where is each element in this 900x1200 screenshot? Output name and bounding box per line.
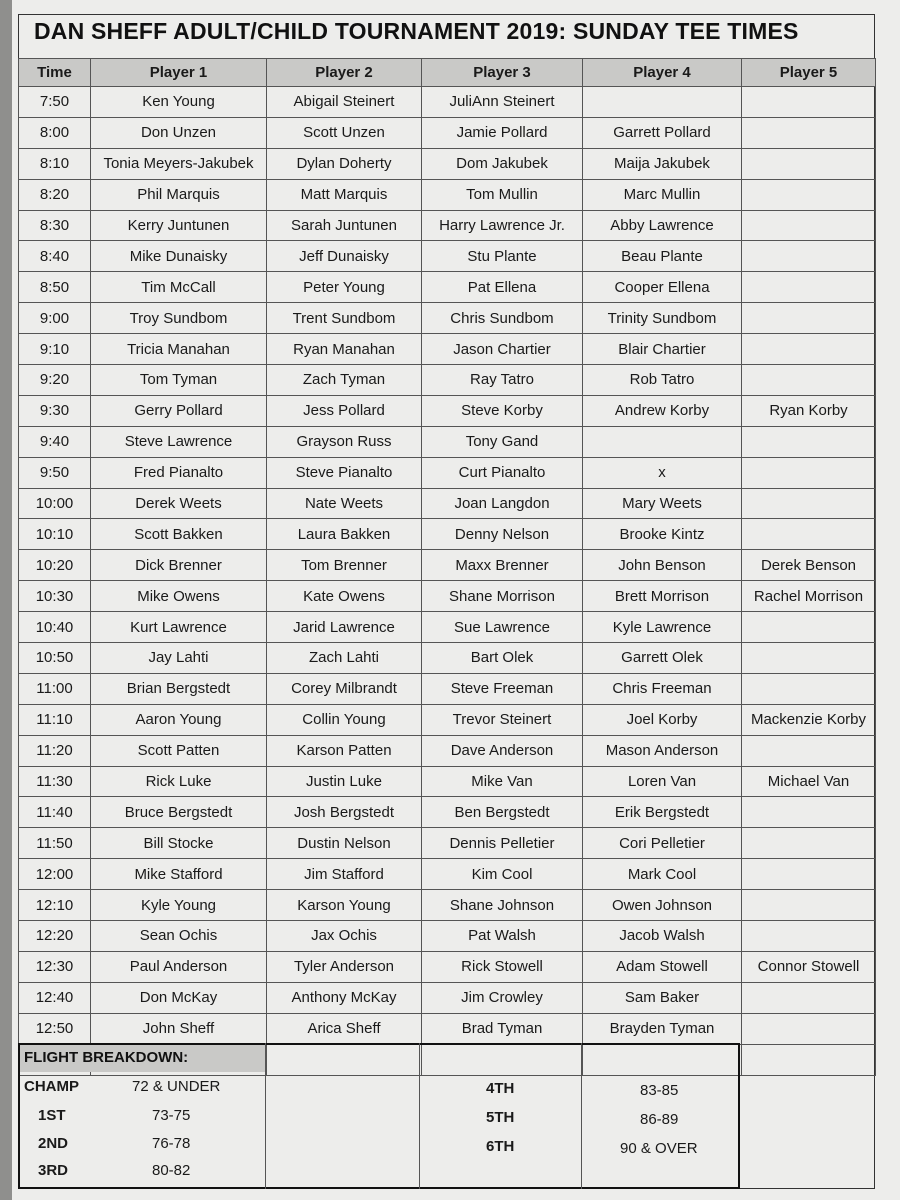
cell-time: 12:10 xyxy=(19,890,91,921)
table-row xyxy=(19,395,876,426)
cell-player-2: Collin Young xyxy=(267,704,422,735)
table-row xyxy=(19,241,876,272)
cell-player-2: Josh Bergstedt xyxy=(267,797,422,828)
table-row xyxy=(19,859,876,890)
table-row xyxy=(19,890,876,921)
cell-player-3: Bart Olek xyxy=(422,643,583,674)
cell-player-1: Don McKay xyxy=(91,982,267,1013)
cell-player-4: Garrett Olek xyxy=(583,643,742,674)
cell-player-1: Mike Stafford xyxy=(91,859,267,890)
cell-player-1: Gerry Pollard xyxy=(91,395,267,426)
header-player-5: Player 5 xyxy=(742,59,876,87)
cell-player-4: Jacob Walsh xyxy=(583,921,742,952)
cell-time: 10:10 xyxy=(19,519,91,550)
cell-player-3: Tony Gand xyxy=(422,426,583,457)
cell-player-2: Kate Owens xyxy=(267,581,422,612)
table-row xyxy=(19,519,876,550)
cell-time: 7:50 xyxy=(19,87,91,118)
cell-player-2: Zach Tyman xyxy=(267,365,422,396)
cell-player-3: Jim Crowley xyxy=(422,982,583,1013)
cell-player-5 xyxy=(742,828,876,859)
cell-time: 10:30 xyxy=(19,581,91,612)
table-header-row xyxy=(19,59,876,87)
table-row xyxy=(19,704,876,735)
cell-player-5 xyxy=(742,210,876,241)
cell-player-4: Brett Morrison xyxy=(583,581,742,612)
cell-player-5 xyxy=(742,87,876,118)
cell-time: 9:00 xyxy=(19,303,91,334)
table-row xyxy=(19,797,876,828)
flight-name: 1ST xyxy=(38,1107,66,1124)
cell-player-1: Troy Sundbom xyxy=(91,303,267,334)
table-row xyxy=(19,210,876,241)
cell-time: 9:30 xyxy=(19,395,91,426)
cell-player-4: Beau Plante xyxy=(583,241,742,272)
cell-time: 10:40 xyxy=(19,612,91,643)
cell-player-3: Shane Johnson xyxy=(422,890,583,921)
cell-time: 9:10 xyxy=(19,334,91,365)
cell-player-2: Sarah Juntunen xyxy=(267,210,422,241)
flight-range: 73-75 xyxy=(152,1107,191,1124)
cell-player-5 xyxy=(742,612,876,643)
cell-player-3: Jason Chartier xyxy=(422,334,583,365)
cell-player-3: Denny Nelson xyxy=(422,519,583,550)
cell-player-5 xyxy=(742,148,876,179)
table-row xyxy=(19,488,876,519)
cell-player-2: Matt Marquis xyxy=(267,179,422,210)
table-row xyxy=(19,148,876,179)
cell-player-5 xyxy=(742,735,876,766)
cell-player-2: Grayson Russ xyxy=(267,426,422,457)
cell-player-5 xyxy=(742,334,876,365)
cell-player-4: Erik Bergstedt xyxy=(583,797,742,828)
header-player-2: Player 2 xyxy=(267,59,422,87)
flight-name: CHAMP xyxy=(24,1078,79,1095)
cell-player-2: Justin Luke xyxy=(267,766,422,797)
cell-player-4: Mark Cool xyxy=(583,859,742,890)
cell-player-5 xyxy=(742,457,876,488)
flight-name: 2ND xyxy=(38,1135,69,1152)
flight-name: 3RD xyxy=(38,1162,69,1179)
cell-player-5 xyxy=(742,303,876,334)
cell-player-2: Tyler Anderson xyxy=(267,951,422,982)
cell-player-3: Trevor Steinert xyxy=(422,704,583,735)
cell-player-3: Ray Tatro xyxy=(422,365,583,396)
cell-player-1: Don Unzen xyxy=(91,117,267,148)
cell-time: 11:30 xyxy=(19,766,91,797)
cell-player-5 xyxy=(742,272,876,303)
cell-player-1: Derek Weets xyxy=(91,488,267,519)
cell-player-4: Rob Tatro xyxy=(583,365,742,396)
table-row xyxy=(19,828,876,859)
cell-player-2: Tom Brenner xyxy=(267,550,422,581)
cell-player-1: Rick Luke xyxy=(91,766,267,797)
cell-player-3: Maxx Brenner xyxy=(422,550,583,581)
header-player-3: Player 3 xyxy=(422,59,583,87)
table-row xyxy=(19,766,876,797)
cell-player-3: Tom Mullin xyxy=(422,179,583,210)
cell-player-5: Ryan Korby xyxy=(742,395,876,426)
cell-player-2: Dylan Doherty xyxy=(267,148,422,179)
cell-player-2: Abigail Steinert xyxy=(267,87,422,118)
cell-player-4: Owen Johnson xyxy=(583,890,742,921)
cell-player-4: John Benson xyxy=(583,550,742,581)
cell-time: 8:50 xyxy=(19,272,91,303)
tee-times-body xyxy=(19,87,876,1076)
flight-breakdown-title: FLIGHT BREAKDOWN: xyxy=(24,1049,189,1066)
cell-player-3: Dennis Pelletier xyxy=(422,828,583,859)
cell-player-1: Phil Marquis xyxy=(91,179,267,210)
table-row xyxy=(19,179,876,210)
cell-player-5 xyxy=(742,426,876,457)
table-row xyxy=(19,982,876,1013)
cell-player-3: Pat Walsh xyxy=(422,921,583,952)
cell-time: 8:00 xyxy=(19,117,91,148)
cell-player-1: Steve Lawrence xyxy=(91,426,267,457)
cell-player-5 xyxy=(742,1044,876,1075)
cell-player-3: Harry Lawrence Jr. xyxy=(422,210,583,241)
cell-time: 8:10 xyxy=(19,148,91,179)
header-time: Time xyxy=(19,59,91,87)
cell-player-3: Stu Plante xyxy=(422,241,583,272)
flight-name: 4TH xyxy=(486,1080,515,1097)
cell-player-1: Tim McCall xyxy=(91,272,267,303)
cell-player-2: Peter Young xyxy=(267,272,422,303)
cell-time: 12:00 xyxy=(19,859,91,890)
cell-player-4: Mason Anderson xyxy=(583,735,742,766)
cell-player-3: Dom Jakubek xyxy=(422,148,583,179)
flight-range: 83-85 xyxy=(640,1082,679,1099)
flight-range: 86-89 xyxy=(640,1111,679,1128)
cell-player-1: Jay Lahti xyxy=(91,643,267,674)
table-row xyxy=(19,117,876,148)
table-row xyxy=(19,303,876,334)
table-row xyxy=(19,921,876,952)
cell-player-4: Kyle Lawrence xyxy=(583,612,742,643)
flight-divider xyxy=(581,1043,582,1189)
cell-player-2: Scott Unzen xyxy=(267,117,422,148)
cell-player-4: x xyxy=(583,457,742,488)
cell-player-1: Mike Owens xyxy=(91,581,267,612)
cell-player-3: Sue Lawrence xyxy=(422,612,583,643)
cell-time: 12:40 xyxy=(19,982,91,1013)
cell-player-3: Steve Freeman xyxy=(422,673,583,704)
cell-time: 10:20 xyxy=(19,550,91,581)
cell-player-1: Brian Bergstedt xyxy=(91,673,267,704)
cell-player-1: Scott Patten xyxy=(91,735,267,766)
cell-player-3: Mike Van xyxy=(422,766,583,797)
cell-player-3: Dave Anderson xyxy=(422,735,583,766)
table-row xyxy=(19,735,876,766)
cell-player-5 xyxy=(742,488,876,519)
table-row xyxy=(19,426,876,457)
cell-player-2: Laura Bakken xyxy=(267,519,422,550)
cell-player-4: Marc Mullin xyxy=(583,179,742,210)
cell-player-2: Nate Weets xyxy=(267,488,422,519)
cell-player-2: Anthony McKay xyxy=(267,982,422,1013)
cell-player-5 xyxy=(742,921,876,952)
cell-player-5: Michael Van xyxy=(742,766,876,797)
table-row xyxy=(19,1013,876,1044)
cell-player-3: Pat Ellena xyxy=(422,272,583,303)
cell-player-4: Cori Pelletier xyxy=(583,828,742,859)
cell-player-1: Scott Bakken xyxy=(91,519,267,550)
cell-player-3: Brad Tyman xyxy=(422,1013,583,1044)
cell-player-2: Corey Milbrandt xyxy=(267,673,422,704)
cell-player-1: Sean Ochis xyxy=(91,921,267,952)
cell-player-1: Aaron Young xyxy=(91,704,267,735)
cell-player-2: Steve Pianalto xyxy=(267,457,422,488)
cell-player-1: Ken Young xyxy=(91,87,267,118)
cell-player-2: Trent Sundbom xyxy=(267,303,422,334)
cell-player-4: Blair Chartier xyxy=(583,334,742,365)
cell-player-2: Zach Lahti xyxy=(267,643,422,674)
cell-player-4: Chris Freeman xyxy=(583,673,742,704)
cell-player-4: Brooke Kintz xyxy=(583,519,742,550)
cell-player-2: Karson Patten xyxy=(267,735,422,766)
cell-player-5 xyxy=(742,859,876,890)
cell-time: 12:50 xyxy=(19,1013,91,1044)
cell-player-1: John Sheff xyxy=(91,1013,267,1044)
cell-player-3: Steve Korby xyxy=(422,395,583,426)
header-player-1: Player 1 xyxy=(91,59,267,87)
tee-times-table xyxy=(18,58,876,1076)
cell-player-1: Fred Pianalto xyxy=(91,457,267,488)
cell-player-5 xyxy=(742,1013,876,1044)
cell-player-2: Jarid Lawrence xyxy=(267,612,422,643)
cell-player-4: Sam Baker xyxy=(583,982,742,1013)
cell-time: 8:30 xyxy=(19,210,91,241)
table-row xyxy=(19,272,876,303)
cell-player-1: Kerry Juntunen xyxy=(91,210,267,241)
cell-player-4: Maija Jakubek xyxy=(583,148,742,179)
cell-player-5 xyxy=(742,797,876,828)
flight-range: 90 & OVER xyxy=(620,1140,698,1157)
header-player-4: Player 4 xyxy=(583,59,742,87)
cell-player-4: Loren Van xyxy=(583,766,742,797)
cell-player-1: Bruce Bergstedt xyxy=(91,797,267,828)
cell-player-5: Mackenzie Korby xyxy=(742,704,876,735)
cell-player-5 xyxy=(742,117,876,148)
cell-player-2: Jim Stafford xyxy=(267,859,422,890)
cell-player-3: Chris Sundbom xyxy=(422,303,583,334)
cell-time: 10:50 xyxy=(19,643,91,674)
cell-time: 11:40 xyxy=(19,797,91,828)
flight-range: 72 & UNDER xyxy=(132,1078,221,1095)
cell-time: 9:20 xyxy=(19,365,91,396)
table-row xyxy=(19,951,876,982)
table-row xyxy=(19,550,876,581)
cell-player-5 xyxy=(742,519,876,550)
cell-player-1: Kurt Lawrence xyxy=(91,612,267,643)
cell-player-2: Jax Ochis xyxy=(267,921,422,952)
cell-player-3: JuliAnn Steinert xyxy=(422,87,583,118)
cell-player-4 xyxy=(583,426,742,457)
cell-time: 8:40 xyxy=(19,241,91,272)
cell-time: 11:10 xyxy=(19,704,91,735)
cell-player-4: Andrew Korby xyxy=(583,395,742,426)
cell-player-3: Joan Langdon xyxy=(422,488,583,519)
cell-player-4 xyxy=(583,87,742,118)
cell-player-4: Trinity Sundbom xyxy=(583,303,742,334)
cell-player-2: Arica Sheff xyxy=(267,1013,422,1044)
table-row xyxy=(19,457,876,488)
cell-time: 11:50 xyxy=(19,828,91,859)
cell-player-5 xyxy=(742,241,876,272)
cell-player-1: Kyle Young xyxy=(91,890,267,921)
cell-player-2: Ryan Manahan xyxy=(267,334,422,365)
cell-player-5 xyxy=(742,643,876,674)
cell-player-3: Curt Pianalto xyxy=(422,457,583,488)
table-row xyxy=(19,87,876,118)
cell-player-3: Shane Morrison xyxy=(422,581,583,612)
cell-player-1: Bill Stocke xyxy=(91,828,267,859)
cell-player-4: Garrett Pollard xyxy=(583,117,742,148)
table-row xyxy=(19,673,876,704)
cell-player-5: Rachel Morrison xyxy=(742,581,876,612)
cell-player-2: Dustin Nelson xyxy=(267,828,422,859)
cell-time: 9:40 xyxy=(19,426,91,457)
cell-time: 12:30 xyxy=(19,951,91,982)
cell-player-1: Tonia Meyers-Jakubek xyxy=(91,148,267,179)
cell-player-2: Karson Young xyxy=(267,890,422,921)
cell-player-5 xyxy=(742,365,876,396)
cell-player-4: Joel Korby xyxy=(583,704,742,735)
table-row xyxy=(19,612,876,643)
cell-player-3: Rick Stowell xyxy=(422,951,583,982)
cell-time: 12:20 xyxy=(19,921,91,952)
flight-divider xyxy=(419,1043,420,1189)
flight-name: 5TH xyxy=(486,1109,515,1126)
cell-player-1: Dick Brenner xyxy=(91,550,267,581)
flight-range: 80-82 xyxy=(152,1162,191,1179)
table-row xyxy=(19,334,876,365)
cell-time: 9:50 xyxy=(19,457,91,488)
cell-player-1: Mike Dunaisky xyxy=(91,241,267,272)
cell-time: 8:20 xyxy=(19,179,91,210)
table-row xyxy=(19,365,876,396)
cell-player-3: Kim Cool xyxy=(422,859,583,890)
cell-player-4: Mary Weets xyxy=(583,488,742,519)
cell-player-1: Tricia Manahan xyxy=(91,334,267,365)
cell-player-1: Tom Tyman xyxy=(91,365,267,396)
cell-player-5 xyxy=(742,890,876,921)
cell-player-1: Paul Anderson xyxy=(91,951,267,982)
cell-time: 11:00 xyxy=(19,673,91,704)
cell-time: 10:00 xyxy=(19,488,91,519)
flight-divider xyxy=(265,1043,266,1189)
cell-player-4: Cooper Ellena xyxy=(583,272,742,303)
cell-player-5 xyxy=(742,982,876,1013)
cell-player-3: Ben Bergstedt xyxy=(422,797,583,828)
cell-player-4: Adam Stowell xyxy=(583,951,742,982)
table-row xyxy=(19,643,876,674)
cell-player-5: Derek Benson xyxy=(742,550,876,581)
cell-player-5 xyxy=(742,673,876,704)
cell-time: 11:20 xyxy=(19,735,91,766)
table-row xyxy=(19,581,876,612)
cell-player-5: Connor Stowell xyxy=(742,951,876,982)
cell-player-2: Jeff Dunaisky xyxy=(267,241,422,272)
cell-player-2: Jess Pollard xyxy=(267,395,422,426)
flight-name: 6TH xyxy=(486,1138,515,1155)
cell-player-4: Brayden Tyman xyxy=(583,1013,742,1044)
cell-player-3: Jamie Pollard xyxy=(422,117,583,148)
flight-range: 76-78 xyxy=(152,1135,191,1152)
document-title: DAN SHEFF ADULT/CHILD TOURNAMENT 2019: SUNDAY TEE TIMES xyxy=(34,18,799,44)
cell-player-5 xyxy=(742,179,876,210)
cell-player-4: Abby Lawrence xyxy=(583,210,742,241)
